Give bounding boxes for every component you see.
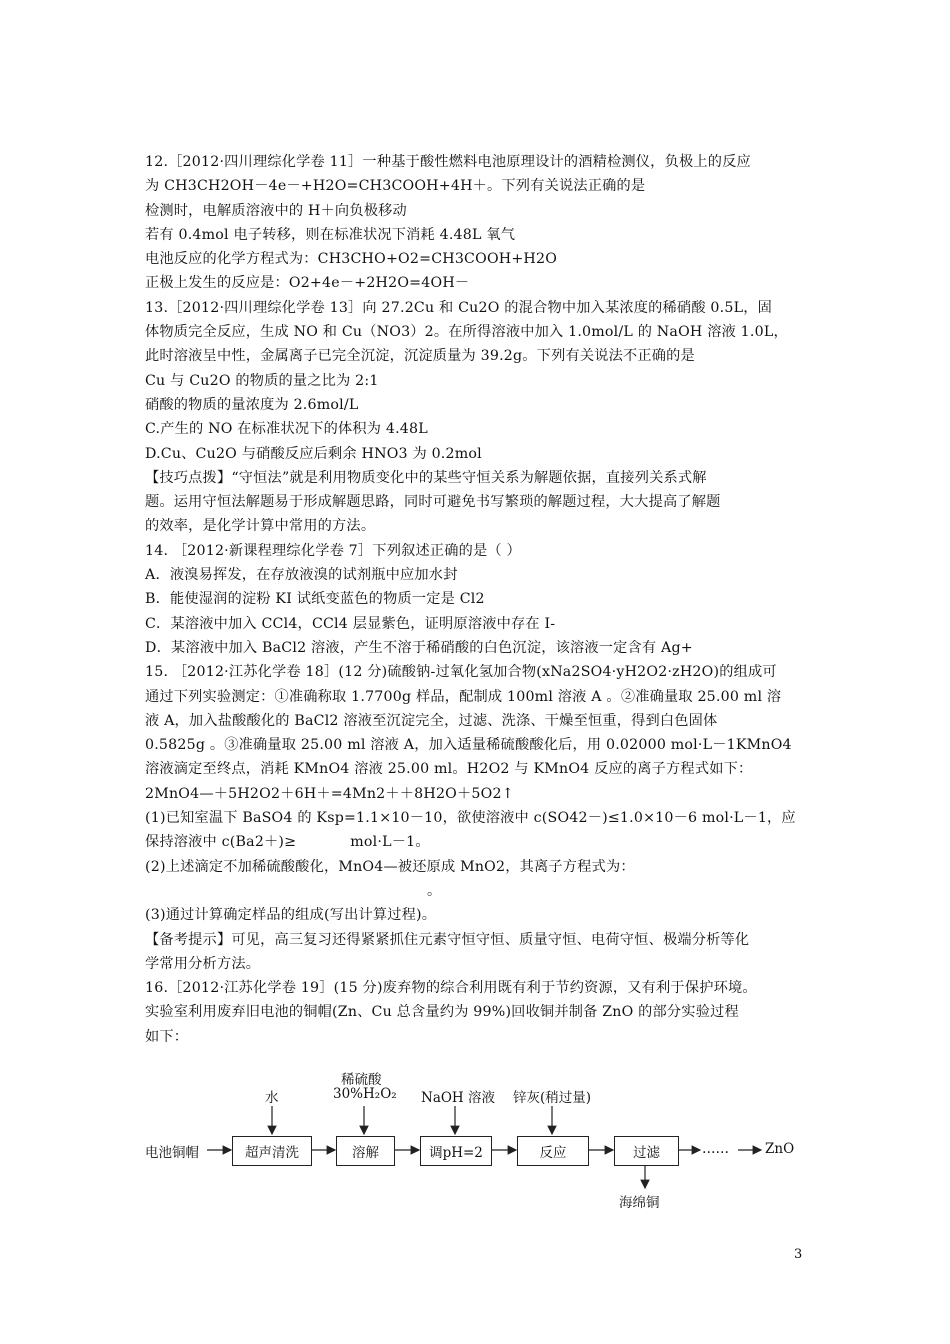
step-box: 过滤 [614,1136,679,1166]
text-line: 12.［2012·四川理综化学卷 11］一种基于酸性燃料电池原理设计的酒精检测仪，负极上的反应 [145,154,751,170]
text-line: 检测时，电解质溶液中的 H＋向负极移动 [145,202,407,219]
text-line: 体物质完全反应，生成 NO 和 Cu（NO3）2。在所得溶液中加入 1.0mol/L 的 NaOH 溶液 1.0L， [145,324,788,341]
input-label-water: 水 [265,1090,279,1106]
flow-start-label: 电池铜帽 [145,1145,199,1161]
input-label-peroxide: 30%H₂O₂ [333,1086,397,1102]
text-line: 0.5825g 。③准确量取 25.00 ml 溶液 A，加入适量稀硫酸酸化后，用 0.02000 mol·L－1KMnO4 [145,737,792,754]
text-line: 溶液滴定至终点，消耗 KMnO4 溶液 25.00 ml。H2O2 与 KMnO4 反应的离子方程式如下： [145,761,753,778]
text-line: 【技巧点拨】“守恒法”就是利用物质变化中的某些守恒关系为解题依据，直接列关系式解 [145,469,707,486]
text-line: 液 A，加入盐酸酸化的 BaCl2 溶液至沉淀完全，过滤、洗涤、干燥至恒重，得到白色固体 [145,712,718,729]
step-box: 反应 [517,1136,589,1166]
text-line: 实验室利用废弃旧电池的铜帽(Zn、Cu 总含量约为 99%)回收铜并制备 ZnO 的部分实验过程 [145,1004,739,1021]
step-box: 调pH=2 [420,1136,492,1166]
text-line: (3)通过计算确定样品的组成(写出计算过程)。 [145,907,437,924]
text-line: (2)上述滴定不加稀硫酸酸化，MnO4—被还原成 MnO2，其离子方程式为： [145,858,635,875]
text-line: 【备考提示】可见，高三复习还得紧紧抓住元素守恒守恒、质量守恒、电荷守恒、极端分析等化 [145,931,750,948]
document-body [145,150,810,1049]
text-line: (1)已知室温下 BaSO4 的 Ksp=1.1×10－10，欲使溶液中 c(SO42－)≤1.0×10－6 mol·L－1，应 [145,810,796,827]
input-label-naoh: NaOH 溶液 [421,1090,495,1106]
byproduct-label: 海绵铜 [619,1195,660,1211]
text-line: 14. ［2012·新课程理综化学卷 7］下列叙述正确的是（ ） [145,542,521,559]
text-line: 电池反应的化学方程式为：CH3CHO+O2=CH3COOH+H2O [145,251,558,268]
text-line: 通过下列实验测定：①准确称取 1.7700g 样品，配制成 100ml 溶液 A 。②准确量取 25.00 ml 溶 [145,688,782,705]
text-line: D.Cu、Cu2O 与硝酸反应后剩余 HNO3 为 0.2mol [145,445,482,462]
text-line: D．某溶液中加入 BaCl2 溶液，产生不溶于稀硝酸的白色沉淀，该溶液一定含有 Ag+ [145,639,693,656]
text-line [145,830,810,854]
text-line: 16.［2012·江苏化学卷 19］(15 分)废弃物的综合利用既有利于节约资源，又有利于保护环境。 [145,980,757,997]
q15-text: 保持溶液中 c(Ba2＋)≥ [145,834,297,851]
text-line: B．能使湿润的淀粉 KI 试纸变蓝色的物质一定是 Cl2 [145,591,485,608]
text-line: 硝酸的物质的量浓度为 2.6mol/L [145,396,359,413]
input-label-zinc: 锌灰(稍过量) [513,1090,592,1106]
flow-end-label: ZnO [765,1141,795,1157]
text-line: 为 CH3CH2OH－4e－+H2O=CH3COOH+4H＋。下列有关说法正确的是 [145,178,646,195]
text-line: 若有 0.4mol 电子转移，则在标准状况下消耗 4.48L 氧气 [145,226,516,243]
text-line: 。 [427,882,442,899]
page-number: 3 [794,1247,803,1262]
text-line: 2MnO4—＋5H2O2＋6H＋=4Mn2＋＋8H2O＋5O2↑ [145,785,514,802]
text-line: Cu 与 Cu2O 的物质的量之比为 2:1 [145,372,379,389]
text-line: 如下： [145,1028,189,1045]
text-line: 13.［2012·四川理综化学卷 13］向 27.2Cu 和 Cu2O 的混合物中加入某浓度的稀硝酸 0.5L，固 [145,299,772,316]
text-line: C．某溶液中加入 CCl4，CCl4 层显紫色，证明原溶液中存在 I- [145,615,556,632]
flow-ellipsis: …… [702,1141,729,1157]
step-box: 超声清洗 [232,1136,312,1166]
text-line: 此时溶液呈中性，金属离子已完全沉淀，沉淀质量为 39.2g。下列有关说法不正确的是 [145,348,695,365]
text-line: 15. ［2012·江苏化学卷 18］(12 分)硫酸钠-过氧化氢加合物(xNa2SO4·yH2O2·zH2O)的组成可 [145,664,777,681]
input-label-acid: 稀硫酸 [341,1072,382,1088]
text-line: 学常用分析方法。 [145,955,261,972]
text-line: 正极上发生的反应是：O2+4e－+2H2O=4OH－ [145,275,470,292]
step-box: 溶解 [336,1136,395,1166]
text-line: 的效率，是化学计算中常用的方法。 [145,518,376,535]
text-line: A．液溴易挥发，在存放液溴的试剂瓶中应加水封 [145,567,458,584]
text-line: C.产生的 NO 在标准状况下的体积为 4.48L [145,421,428,438]
process-flow-diagram [145,1064,805,1214]
text-line: 题。运用守恒法解题易于形成解题思路，同时可避免书写繁琐的解题过程，大大提高了解题 [145,494,721,511]
q15-unit: mol·L－1。 [350,834,430,851]
